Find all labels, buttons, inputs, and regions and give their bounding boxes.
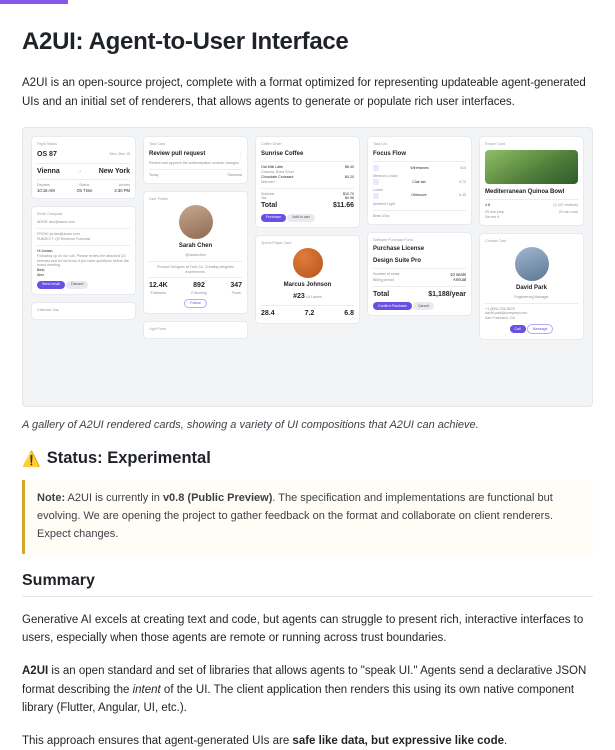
task-list-title: Focus Flow: [373, 151, 406, 158]
note-text-2: . The specification and implementations are functional but evolving. We are opening the project to gather feedback on the format and collaborate on client renderers. Expect changes.: [37, 492, 553, 540]
task-item-value-0: #10: [460, 165, 466, 170]
summary-p3-b: .: [504, 734, 508, 747]
flight-from: Vienna: [37, 167, 60, 175]
seats-value[interactable]: 10 seats: [450, 271, 466, 277]
gallery-image: [22, 127, 593, 407]
contact-call-button[interactable]: Call: [510, 325, 526, 333]
summary-p2-italic: intent: [132, 683, 161, 696]
email-send-button[interactable]: Send email: [37, 281, 65, 289]
gallery-column-3: [255, 136, 360, 340]
purchase-title: Purchase License: [373, 246, 425, 253]
light-form-label: Light Form: [149, 327, 167, 332]
profile-stat1-label: Followers: [150, 290, 167, 295]
flight-code: OS 87: [37, 151, 57, 159]
player-number: #23: [293, 293, 305, 301]
coffee-purchase-button[interactable]: Purchase: [261, 214, 286, 222]
flight-depart-time: 10:15 AM: [37, 187, 55, 193]
player-name: Marcus Johnson: [283, 282, 332, 289]
profile-follow-button[interactable]: Follow: [184, 299, 206, 309]
task-item-value-1: 0.72: [458, 179, 466, 184]
task-bullet-icon: [373, 179, 379, 185]
summary-paragraph-1: Generative AI excels at creating text and code, but agents can struggle to present rich, interactive interfaces to users, especially when those agents are remote or running across trust boundaries.: [22, 613, 584, 645]
task-item-value-2: #.45: [458, 193, 466, 198]
summary-p3-bold: safe like data, but expressive like code: [292, 734, 504, 747]
recipe-serves: Serves 4: [485, 214, 500, 219]
coffee-item-1: Oat Milk Latte: [261, 165, 284, 170]
sports-card-label: Sports Player Card: [261, 240, 292, 245]
summary-p3-a: This approach ensures that agent-generated UIs are: [22, 734, 293, 747]
coffee-item-3: Chocolate Croissant: [261, 174, 294, 179]
summary-paragraph-2: [22, 662, 593, 718]
contact-card-label: Contact Card: [485, 238, 507, 243]
status-heading: [22, 449, 593, 468]
task-item-tag-2: Ambient Light: [373, 201, 395, 206]
contact-phone: +1 (555) 234-5678: [485, 306, 515, 311]
task-bullet-icon: [373, 165, 379, 171]
calendar-card-label: Calendar Day: [37, 307, 59, 312]
purchase-total-label: Total: [373, 290, 390, 298]
task-item-name-1: Clair tab: [412, 179, 426, 184]
email-signoff: Best,: [37, 268, 46, 273]
gallery-column-2: [143, 136, 248, 340]
email-signature: Alex: [37, 273, 44, 278]
task-list-label: Task List: [373, 142, 387, 147]
profile-stat3-value: 347: [230, 282, 242, 290]
recipe-reviews: (1,247 reviews): [553, 203, 578, 208]
task-item-name-3: Brian Zhio: [373, 213, 390, 218]
flight-depart-label: Departs: [37, 182, 50, 187]
task-bullet-icon: [373, 193, 379, 199]
confirm-purchase-button[interactable]: Confirm Purchase: [373, 302, 412, 310]
purchase-total-value: $1,188/year: [428, 290, 466, 298]
contact-role: Engineering Manager: [514, 294, 549, 299]
email-card-label: Email Compose: [37, 212, 63, 217]
coffee-item-2: Granola, Extra Short: [261, 170, 294, 175]
gallery-column-1: [31, 136, 136, 340]
flight-arrive-time: 2:30 PM: [114, 187, 130, 193]
recipe-photo: [485, 150, 578, 184]
purchase-subtitle: Design Suite Pro: [373, 257, 422, 264]
task-due-label: Today ·: [149, 173, 161, 178]
coffee-card-label: Coffee Order: [261, 142, 282, 147]
profile-bio: Product Designer at Tech Co. Creating delightful experiences.: [157, 264, 234, 274]
gallery-column-5: [479, 136, 584, 340]
contact-avatar: [515, 247, 549, 281]
player-stat-1: 28.4: [261, 309, 275, 317]
sports-player-card: [255, 235, 360, 325]
status-heading-text: Status: Experimental: [46, 449, 211, 468]
summary-paragraph-3: [22, 732, 593, 750]
flight-to: New York: [98, 167, 130, 175]
coffee-tax-value: $0.96: [345, 196, 354, 201]
seats-label: Number of seats: [373, 272, 400, 276]
recipe-cook: 20 min cook: [558, 210, 578, 215]
recipe-card: [479, 136, 584, 225]
figure-caption: A gallery of A2UI rendered cards, showing a variety of UI compositions that A2UI can achieve.: [22, 419, 479, 432]
task-body: Review and approve the authentication module changes.: [149, 161, 240, 166]
email-body: Following up on our call. Please review the attached Q3 forecast and let me know if you have questions before the board meeting.: [37, 253, 129, 268]
flight-status-card: [31, 136, 136, 199]
flight-status-value: On Time: [76, 187, 93, 193]
task-review-card: [143, 136, 248, 184]
task-item-name-0: Wireframes: [410, 165, 429, 170]
profile-stat3-label: Posts: [231, 290, 241, 295]
billing-value[interactable]: Annual: [452, 277, 466, 283]
coffee-price-3: $4.20: [345, 174, 354, 179]
coffee-price-1: $6.40: [345, 165, 354, 170]
calendar-day-card: [31, 302, 136, 320]
email-to: ADDR: dev@acme.com: [37, 220, 76, 225]
profile-stat2-label: Following: [191, 290, 207, 295]
coffee-item-4: Warmed: [261, 179, 275, 184]
contact-location: San Francisco, CA: [485, 316, 515, 321]
recipe-rating: 4.8: [485, 203, 490, 208]
flight-status-label: Status: [79, 182, 90, 187]
task-item-tag-0: Memcon Linaro: [373, 174, 398, 179]
profile-stat2-value: 892: [193, 282, 205, 290]
intro-paragraph: A2UI is an open-source project, complete with a format optimized for representing updateable agent-generated UIs and an initial set of renderers, that allows agents to generate or populate rich user interfaces.: [22, 77, 586, 108]
summary-heading: Summary: [22, 572, 593, 597]
coffee-subtotal-label: Subtotal: [261, 191, 275, 196]
task-item-tag-1: Lorem: [373, 188, 384, 193]
note-label: Note:: [37, 492, 66, 505]
email-greeting: Hi Jordan,: [37, 248, 54, 253]
task-title: Review pull request: [149, 151, 206, 158]
gallery-column-4: [367, 136, 472, 340]
coffee-total-value: $11.66: [332, 202, 354, 210]
warning-triangle-icon: ⚠️: [22, 450, 41, 468]
recipe-title: Mediterranean Quinoa Bowl: [485, 189, 565, 196]
top-accent-bar: [0, 0, 68, 4]
contact-name: David Park: [515, 284, 548, 291]
task-card-label: Task Card: [149, 142, 166, 147]
note-callout: [22, 480, 593, 553]
email-subject: SUBJECT: Q3 Revenue Forecast: [37, 237, 91, 242]
billing-label: Billing period: [373, 277, 394, 282]
overflow-menu-icon[interactable]: ⋮: [238, 153, 242, 158]
player-stat-3: 6.8: [344, 309, 354, 317]
coffee-title: Sunrise Coffee: [261, 151, 304, 158]
page-title: A2UI: Agent-to-User Interface: [22, 28, 349, 55]
note-text-1: A2UI is currently in: [65, 492, 163, 505]
note-version: v0.8 (Public Preview): [162, 492, 273, 505]
basketball-icon: [293, 248, 323, 278]
profile-card-label: User Profile: [149, 196, 168, 201]
summary-p2-a: is an open standard and set of libraries that allows agents to "speak UI." Agents send a declarative JSON format describing the: [22, 664, 587, 696]
summary-p2-b: of the UI. The client application then renders this using its own native component library (Flutter, Angular, UI, etc.).: [22, 683, 575, 715]
recipe-prep: 25 min prep: [485, 210, 504, 215]
profile-handle: @sarahchen: [185, 252, 206, 257]
coffee-subtotal-value: $10.70: [343, 191, 354, 196]
task-due-value: Standard: [227, 173, 242, 178]
light-form-card: [143, 321, 248, 339]
contact-card: [479, 233, 584, 340]
task-item-name-2: Obtrusive: [411, 193, 427, 198]
email-from: FROM: jordan@acme.com: [37, 232, 80, 237]
profile-name: Sarah Chen: [178, 242, 213, 249]
flight-card-label: Flight Status: [37, 142, 57, 147]
avatar: [179, 205, 213, 239]
player-stat-2: 7.2: [304, 309, 315, 317]
purchase-card-label: Software Purchase Form: [373, 237, 413, 242]
player-team: LA Lakers: [305, 295, 322, 300]
coffee-add-to-cart-button[interactable]: Add to cart: [287, 214, 314, 222]
email-compose-card: [31, 206, 136, 294]
task-list-card: [367, 136, 472, 224]
profile-stat1-value: 12.4K: [149, 282, 168, 290]
flight-arrow-icon: →: [76, 167, 82, 174]
flight-date: Mon, Dec 15: [109, 152, 130, 157]
contact-message-button[interactable]: Message: [527, 324, 554, 334]
recipe-card-label: Recipe Card: [485, 142, 505, 147]
coffee-total-label: Total: [261, 202, 278, 210]
email-discard-button[interactable]: Discard: [66, 281, 88, 289]
flight-arrive-label: Arrives: [118, 182, 130, 187]
coffee-order-card: [255, 136, 360, 227]
coffee-tax-label: Tax: [261, 196, 267, 201]
user-profile-card: [143, 191, 248, 315]
contact-email: david.park@company.com: [485, 311, 528, 316]
cancel-purchase-button[interactable]: Cancel: [413, 302, 434, 310]
software-purchase-card: [367, 232, 472, 317]
summary-p2-bold: A2UI: [22, 664, 49, 677]
gallery-grid: [31, 136, 584, 340]
